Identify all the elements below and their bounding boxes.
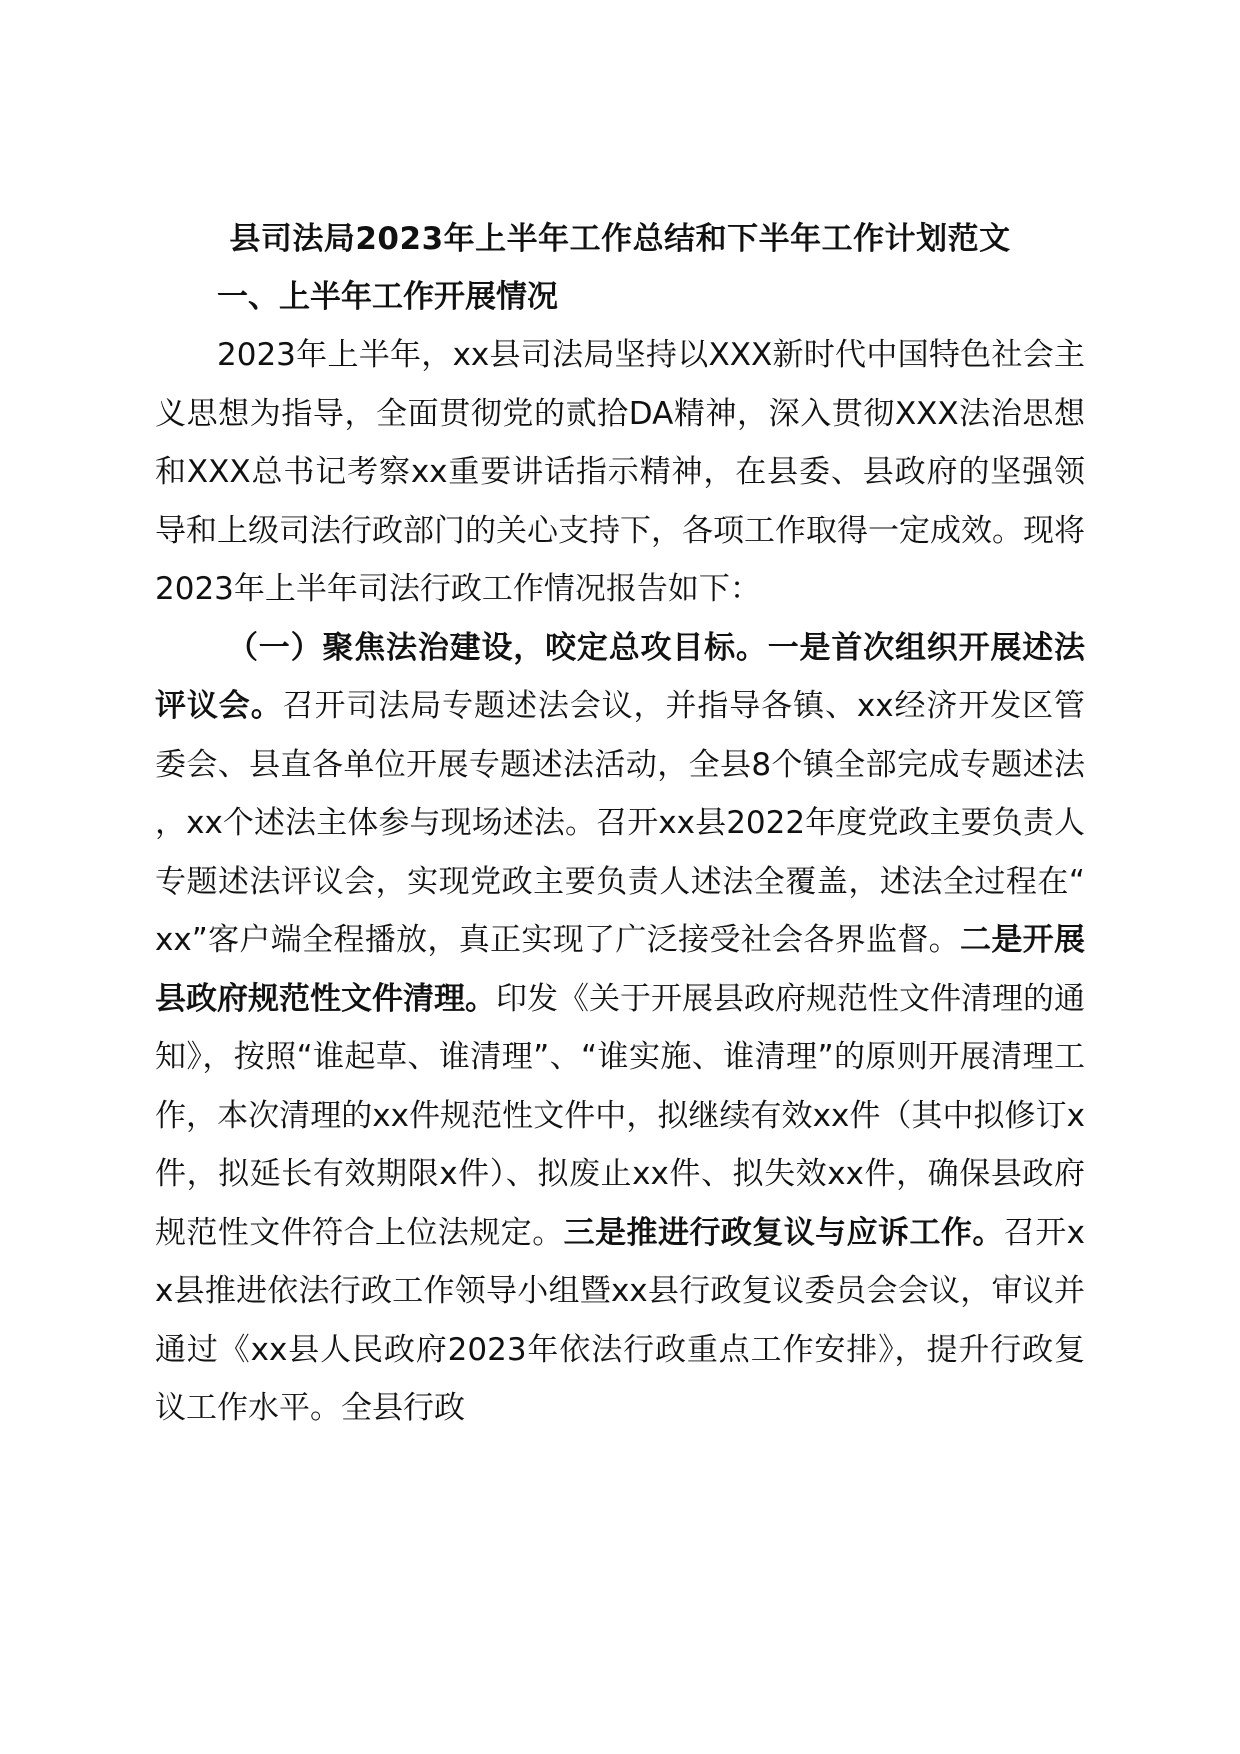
subsection-paragraph [155, 619, 1085, 1438]
point3-text: 召开xx县推进依法行政工作领导小组暨xx县行政复议委员会会议，审议并通过《xx县人民政府2023年依法行政重点工作安排》，提升行政复议工作水平。全县行政 [155, 1214, 1085, 1426]
document-body [155, 210, 1085, 1438]
point2-text: 印发《关于开展县政府规范性文件清理的通知》，按照“谁起草、谁清理”、“谁实施、谁清理”的原则开展清理工作，本次清理的xx件规范性文件中，拟继续有效xx件（其中拟修订x件，拟延长有效期限x件）、拟废止xx件、拟失效xx件，确保县政府规范性文件符合上位法规定。 [155, 980, 1085, 1251]
point2-title: 二是开展县政府规范性文件清理。 [155, 922, 1086, 1017]
intro-paragraph: 2023年上半年，xx县司法局坚持以XXX新时代中国特色社会主义思想为指导，全面贯彻党的贰拾DA精神，深入贯彻XXX法治思想和XXX总书记考察xx重要讲话指示精神，在县委、县政府的坚强领导和上级司法行政部门的关心支持下，各项工作取得一定成效。现将2023年上半年司法行政工作情况报告如下： [155, 337, 1085, 607]
point1-title: 一是首次组织开展述法评议会。 [155, 629, 1086, 724]
document-title: 县司法局2023年上半年工作总结和下半年工作计划范文 [229, 221, 1011, 257]
point1-text: 召开司法局专题述法会议，并指导各镇、xx经济开发区管委会、县直各单位开展专题述法活动，全县8个镇全部完成专题述法，xx个述法主体参与现场述法。召开xx县2022年度党政主要负责人专题述法评议会，实现党政主要负责人述法全覆盖，述法全过程在“xx”客户端全程播放，真正实现了广泛接受社会各界监督。 [155, 688, 1085, 958]
point3-title: 三是推进行政复议与应诉工作。 [563, 1214, 1004, 1251]
section-heading: 一、上半年工作开展情况 [217, 279, 558, 315]
subsection-heading: （一）聚焦法治建设，咬定总攻目标。 [227, 629, 768, 666]
